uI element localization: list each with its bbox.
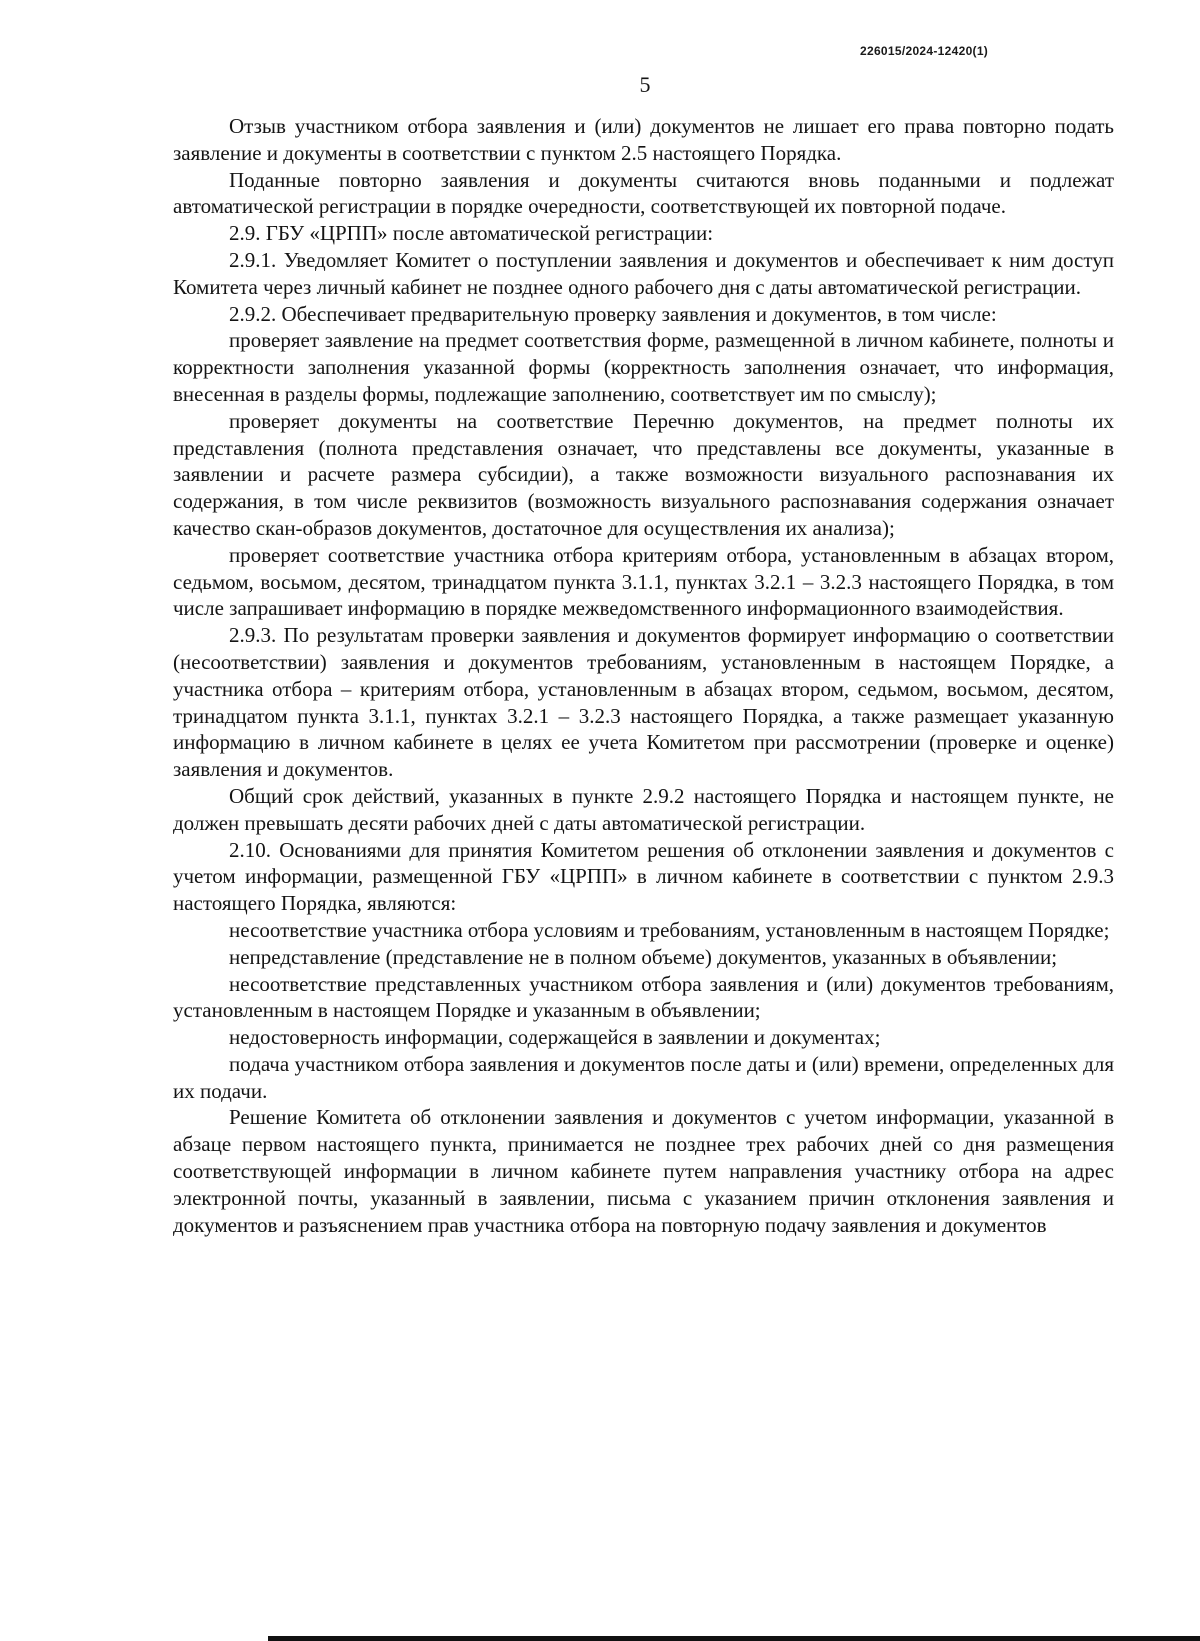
- paragraph-ground-unreliable-info: недостоверность информации, содержащейся в заявлении и документах;: [229, 1025, 881, 1050]
- scan-bottom-edge: [268, 1636, 1200, 1641]
- paragraph-2-9-2: 2.9.2. Обеспечивает предварительную проверку заявления и документов, в том числе:: [229, 301, 997, 326]
- paragraph-check-participant: проверяет соответствие участника отбора критериям отбора, установленным в абзацах втором, седьмом, восьмом, десятом, тринадцатом пункта 3.1.1, пунктах 3.2.1 – 3.2.3 настоящего Порядка, в том числе запрашивает информацию в порядке межведомственного информационного взаимодействия.: [173, 542, 1114, 621]
- paragraph-check-documents: проверяет документы на соответствие Перечню документов, на предмет полноты их представления (полнота представления означает, что представлены все документы, указанные в заявлении и расчете размера субсидии), а также возможности визуального распознавания их содержания, в том числе реквизитов (возможность визуального распознавания содержания означает качество скан-образов документов, достаточное для осуществления их анализа);: [173, 408, 1114, 540]
- paragraph-withdrawal: Отзыв участником отбора заявления и (или) документов не лишает его права повторно подать заявление и документы в соответствии с пунктом 2.5 настоящего Порядка.: [173, 114, 1114, 165]
- paragraph-ground-nonconformity: несоответствие участника отбора условиям и требованиям, установленным в настоящем Порядке;: [229, 917, 1110, 942]
- paragraph-ground-late-submission: подача участником отбора заявления и документов после даты и (или) времени, определенных для их подачи.: [173, 1051, 1114, 1103]
- paragraph-resubmission: Поданные повторно заявления и документы считаются вновь поданными и подлежат автоматической регистрации в порядке очередности, соответствующей их повторной подаче.: [173, 167, 1114, 219]
- paragraph-2-9-3: 2.9.3. По результатам проверки заявления и документов формирует информацию о соответствии (несоответствии) заявления и документов требованиям, установленным в настоящем Порядке, а участника отбора – критериям отбора, установленным в абзацах втором, седьмом, восьмом, десятом, тринадцатом пункта 3.1.1, пунктах 3.2.1 – 3.2.3 настоящего Порядка, а также размещает указанную информацию в личном кабинете в целях ее учета Комитетом при рассмотрении (проверке и оценке) заявления и документов.: [173, 623, 1114, 782]
- paragraph-rejection-decision: Решение Комитета об отклонении заявления и документов с учетом информации, указанной в абзаце первом настоящего пункта, принимается не позднее трех рабочих дней со дня размещения соответствующей информации в личном кабинете путем направления участнику отбора на адрес электронной почты, указанный в заявлении, письма с указанием причин отклонения заявления и документов и разъяснением прав участника отбора на повторную подачу заявления и документов: [173, 1105, 1114, 1237]
- document-registration-number: 226015/2024-12420(1): [860, 44, 989, 58]
- paragraph-2-10: 2.10. Основаниями для принятия Комитетом решения об отклонении заявления и документов с учетом информации, размещенной ГБУ «ЦРПП» в личном кабинете в соответствии с пунктом 2.9.3 настоящего Порядка, являются:: [173, 837, 1114, 916]
- paragraph-ground-document-mismatch: несоответствие представленных участником отбора заявления и (или) документов требованиям, установленным в настоящем Порядке и указанным в объявлении;: [173, 971, 1114, 1023]
- document-body: [173, 113, 1114, 1238]
- paragraph-ground-nonsubmission: непредставление (представление не в полном объеме) документов, указанных в объявлении;: [229, 944, 1058, 969]
- paragraph-check-application: проверяет заявление на предмет соответствия форме, размещенной в личном кабинете, полноты и корректности заполнения указанной формы (корректность заполнения означает, что информация, внесенная в разделы формы, подлежащие заполнению, соответствует им по смыслу);: [173, 328, 1114, 406]
- page-number: 5: [639, 72, 651, 97]
- paragraph-total-term: Общий срок действий, указанных в пункте 2.9.2 настоящего Порядка и настоящем пункте, не должен превышать десяти рабочих дней с даты автоматической регистрации.: [173, 783, 1114, 835]
- paragraph-2-9: 2.9. ГБУ «ЦРПП» после автоматической регистрации:: [229, 221, 714, 246]
- paragraph-2-9-1: 2.9.1. Уведомляет Комитет о поступлении заявления и документов и обеспечивает к ним доступ Комитета через личный кабинет не позднее одного рабочего дня с даты автоматической регистрации.: [173, 247, 1114, 299]
